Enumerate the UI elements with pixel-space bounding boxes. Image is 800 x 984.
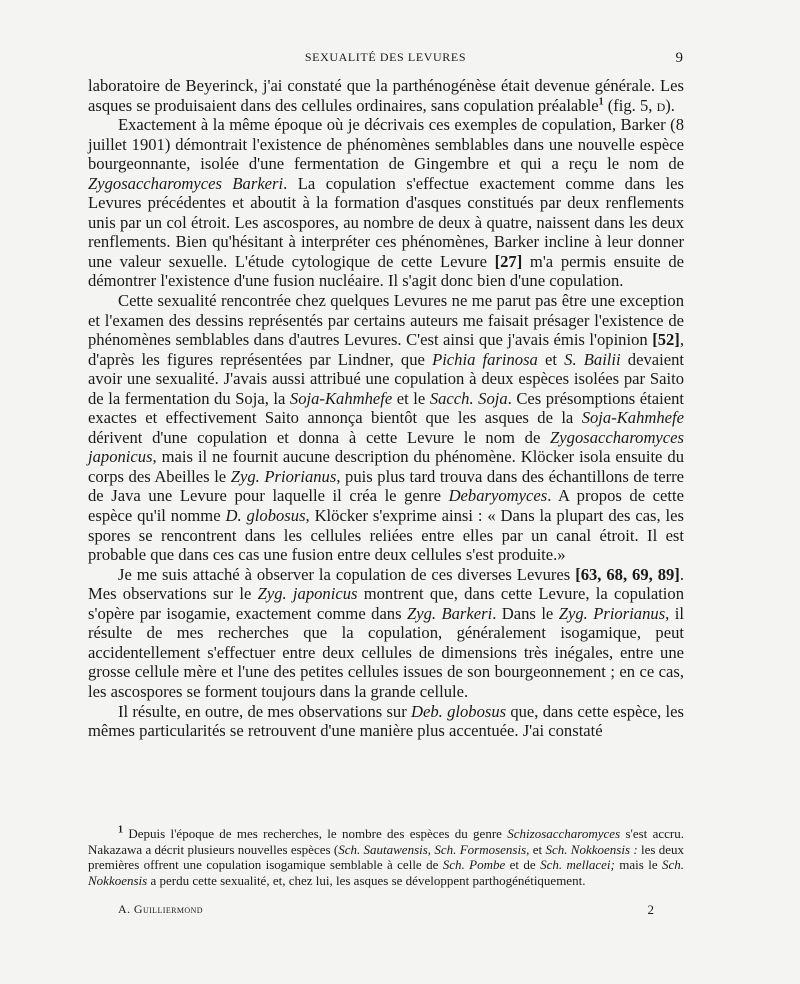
- footnote-number: 1: [118, 824, 123, 836]
- running-title: SEXUALITÉ DES LEVURES: [304, 50, 467, 64]
- citation: [27]: [494, 251, 523, 271]
- author-name: A. Guilliermond: [118, 902, 203, 916]
- paragraph-2: Exactement à la même époque où je décrivais ces exemples de copulation, Barker (8 juillet 1901) démontrait l'existence de phénomènes semblables dans une nouvelle espèce bourgeonnante, isolée d'une fermentation de Gingembre et qui a reçu le nom de Zygosaccharomyces Barkeri. La copulation s'effectue exactement comme dans les Levures précédentes et aboutit à la formation d'asques constitués par deux renflements unis par un col étroit. Les ascospores, au nombre de deux à quatre, naissent dans les deux renflements. Bien qu'hésitant à interpréter ces phénomènes, Barker incline à leur donner une valeur sexuelle. L'étude cytologique de cette Levure [27] m'a permis ensuite de démontrer l'existence d'une fusion nucléaire. Il s'agit donc bien d'une copulation.: [88, 115, 685, 291]
- paragraph-3: Cette sexualité rencontrée chez quelques Levures ne me parut pas être une exception et l'examen des dessins représentés par certains auteurs me faisait présager l'existence de phénomènes semblables dans d'autres Levures. C'est ainsi que j'avais émis l'opinion [52], d'après les figures représentées par Lindner, que Pichia farinosa et S. Bailii devaient avoir une sexualité. J'avais aussi attribué une copulation à deux espèces isolées par Saito de la fermentation du Soja, la Soja-Kahmhefe et le Sacch. Soja. Ces présomptions étaient exactes et effectivement Saito annonça bientôt que les asques de la Soja-Kahmhefe dérivent d'une copulation et donna à cette Levure le nom de Zygosaccharomyces japonicus, mais il ne fournit aucune description du phénomène. Klöcker isola ensuite du corps des Abeilles le Zyg. Priorianus, puis plus tard trouva dans des échantillons de terre de Java une Levure pour laquelle il créa le genre Debaryomyces. A propos de cette espèce qu'il nomme D. globosus, Klöcker s'exprime ainsi : « Dans la plupart des cas, les spores se rencontrent dans les cellules reliées entre elles par un canal étroit. Il est probable que dans ces cas une fusion entre deux cellules s'est produite.»: [88, 291, 685, 565]
- page-footer: [118, 902, 654, 920]
- page-number: 9: [675, 50, 683, 66]
- paragraph-5: Il résulte, en outre, de mes observations sur Deb. globosus que, dans cette espèce, les mêmes particularités se retrouvent d'une manière plus accentuée. J'ai constaté: [88, 701, 684, 741]
- citation: [52]: [652, 330, 680, 350]
- footnote: $^1$ Depuis l'époque de mes recherches, le nombre des espèces du genre Schizosaccharomyces s'est accru. Nakazawa a décrit plusieurs nouvelles espèces (Sch. Sautawensis, Sch. Formosensis, et Sch. Nokkoensis : les deux premières offrent une copulation isogamique semblable à celle de Sch. Pombe et de Sch. mellacei; mais le Sch. Nokkoensis a perdu cette sexualité, et, chez lui, les asques se développent parthogénétiquement.: [88, 824, 685, 888]
- body-text: [88, 76, 684, 741]
- paragraph-4: Je me suis attaché à observer la copulation de ces diverses Levures [63, 68, 69, 89]. Mes observations sur le Zyg. japonicus montrent que, dans cette Levure, la copulation s'opère par isogamie, exactement comme dans Zyg. Barkeri. Dans le Zyg. Priorianus, il résulte de mes recherches que la copulation, généralement isogamique, peut accidentellement s'effectuer entre deux cellules de dimensions très inégales, entre une grosse cellule mère et l'une des petites cellules issues de son bourgeonnement ; en ce cas, les ascospores se forment toujours dans la grande cellule.: [88, 564, 685, 701]
- footnote-marker: 1: [598, 96, 604, 108]
- page-header: [88, 50, 683, 70]
- signature-mark: 2: [647, 902, 654, 917]
- paragraph-1: laboratoire de Beyerinck, j'ai constaté que la parthénogénèse était devenue générale. Les asques se produisaient dans des cellules ordinaires, sans copulation préalable$^1$ (fig. 5, d).: [88, 76, 684, 115]
- citation: [63, 68, 69, 89]: [575, 564, 680, 584]
